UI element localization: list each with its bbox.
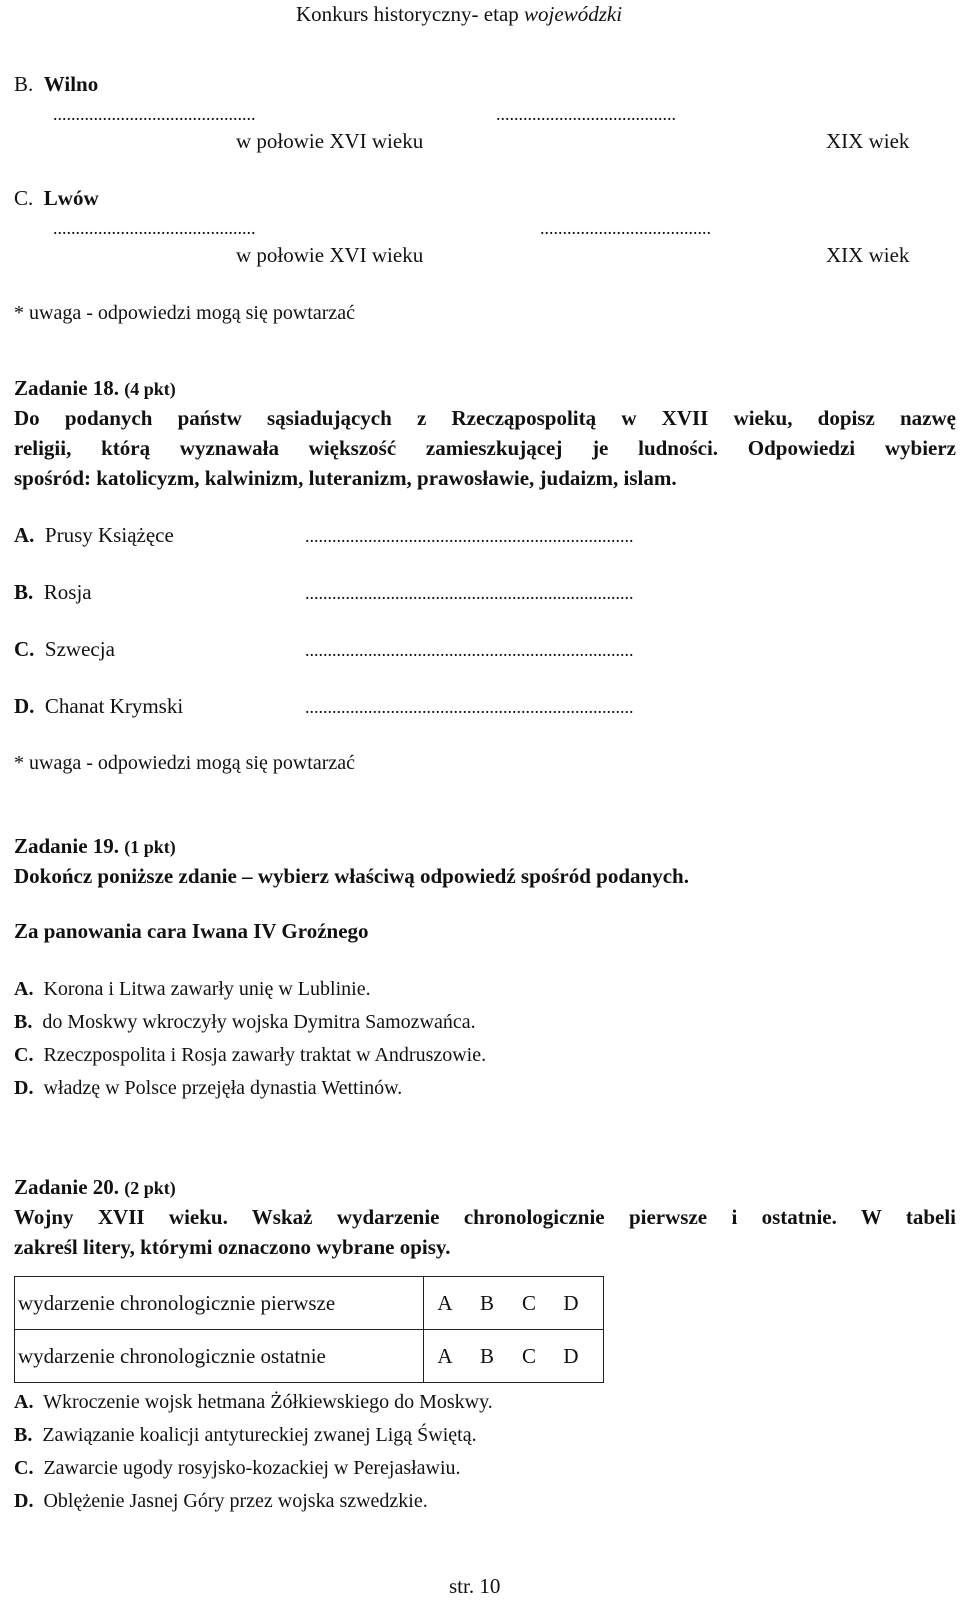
prev-item-c-letter: C. — [14, 186, 34, 210]
list-item — [14, 637, 115, 662]
answer-option[interactable] — [14, 978, 371, 1001]
letter-choice[interactable]: C — [521, 1290, 536, 1315]
table-row — [15, 1277, 604, 1330]
item-letter: D. — [14, 694, 35, 718]
task-instruction: Dokończ poniższe zdanie – wybierz właściwą odpowiedź spośród podanych. — [14, 864, 689, 888]
task-20-heading — [14, 1175, 176, 1200]
item-letter: B. — [14, 580, 34, 604]
task-points: (4 pkt) — [124, 379, 176, 399]
answer-blank[interactable]: ......................................................................... — [305, 526, 634, 546]
answer-blank-left[interactable]: ............................................. — [53, 104, 256, 124]
page-number: str. 10 — [449, 1574, 501, 1598]
header-title: Konkurs historyczny- etap — [296, 2, 525, 26]
note: * uwaga - odpowiedzi mogą się powtarzać — [14, 752, 355, 774]
item-text: Wkroczenie wojsk hetmana Żółkiewskiego do Moskwy. — [43, 1391, 493, 1413]
answer-blank-right[interactable]: ........................................ — [496, 104, 676, 124]
item-letter: C. — [14, 637, 35, 661]
option-letter: A. — [14, 978, 34, 1000]
list-item — [14, 694, 183, 719]
letter-choices — [424, 1277, 604, 1330]
option-letter: B. — [14, 1011, 33, 1033]
letter-choice[interactable]: A — [437, 1343, 453, 1368]
task-points: (2 pkt) — [124, 1178, 176, 1198]
list-item — [14, 1424, 477, 1447]
item-letter: C. — [14, 1457, 34, 1479]
prev-item-c — [14, 186, 99, 211]
option-text: Korona i Litwa zawarły unię w Lublinie. — [43, 978, 371, 1000]
task-title: Zadanie 20. — [14, 1175, 120, 1199]
item-label: Rosja — [43, 580, 92, 604]
table-row — [15, 1330, 604, 1383]
answer-blank[interactable]: ......................................................................... — [305, 640, 634, 660]
prev-item-b-city: Wilno — [43, 72, 99, 96]
list-item — [14, 580, 92, 605]
letter-choice[interactable]: C — [521, 1343, 536, 1368]
letter-choice[interactable]: B — [479, 1290, 494, 1315]
header-title-italic: wojewódzki — [524, 2, 623, 26]
option-text: Rzeczpospolita i Rosja zawarły traktat w Andruszowie. — [43, 1044, 487, 1066]
note: * uwaga - odpowiedzi mogą się powtarzać — [14, 302, 355, 324]
task-title: Zadanie 19. — [14, 834, 120, 858]
period-label-left: w połowie XVI wieku — [236, 243, 424, 267]
list-item — [14, 1490, 428, 1513]
list-item — [14, 1391, 493, 1414]
period-label-right: XIX wiek — [826, 129, 910, 153]
answer-blank[interactable]: ......................................................................... — [305, 583, 634, 603]
option-text: władzę w Polsce przejęła dynastia Wettinów. — [43, 1077, 403, 1099]
task-title: Zadanie 18. — [14, 376, 120, 400]
task-instruction-line: spośród: katolicyzm, kalwinizm, luteranizm, prawosławie, judaizm, islam. — [14, 466, 677, 490]
item-letter: D. — [14, 1490, 34, 1512]
list-item — [14, 1457, 461, 1480]
letter-choice[interactable]: B — [479, 1343, 494, 1368]
task-instruction-line: zakreśl litery, którymi oznaczono wybrane opisy. — [14, 1235, 451, 1259]
item-letter: A. — [14, 523, 35, 547]
item-text: Oblężenie Jasnej Góry przez wojska szwedzkie. — [43, 1490, 428, 1512]
item-text: Zawiązanie koalicji antytureckiej zwanej Ligą Świętą. — [42, 1424, 477, 1446]
task-points: (1 pkt) — [124, 837, 176, 857]
task-instruction-line: religii, którą wyznawała większość zamieszkującej je ludności. Odpowiedzi wybierz — [14, 436, 956, 460]
task-instruction-line: Wojny XVII wieku. Wskaż wydarzenie chronologicznie pierwsze i ostatnie. W tabeli — [14, 1205, 956, 1229]
task-18-heading — [14, 376, 176, 401]
letter-choice[interactable]: D — [563, 1343, 579, 1368]
option-text: do Moskwy wkroczyły wojska Dymitra Samozwańca. — [42, 1011, 476, 1033]
task-19-heading — [14, 834, 176, 859]
item-label: Prusy Książęce — [44, 523, 174, 547]
item-text: Zawarcie ugody rosyjsko-kozackiej w Perejasławiu. — [43, 1457, 461, 1479]
period-label-right: XIX wiek — [826, 243, 910, 267]
letter-choice[interactable]: A — [437, 1290, 453, 1315]
answer-option[interactable] — [14, 1077, 402, 1100]
option-letter: C. — [14, 1044, 34, 1066]
answer-option[interactable] — [14, 1011, 476, 1034]
letter-choices — [424, 1330, 604, 1383]
answer-blank[interactable]: ......................................................................... — [305, 697, 634, 717]
answer-blank-left[interactable]: ............................................. — [53, 218, 256, 238]
item-label: Chanat Krymski — [44, 694, 184, 718]
table-row-label: wydarzenie chronologicznie pierwsze — [15, 1277, 424, 1330]
period-label-left: w połowie XVI wieku — [236, 129, 424, 153]
table-row-label: wydarzenie chronologicznie ostatnie — [15, 1330, 424, 1383]
page-header — [296, 2, 622, 27]
question-stem: Za panowania cara Iwana IV Groźnego — [14, 919, 369, 943]
item-letter: A. — [14, 1391, 34, 1413]
letter-choice[interactable]: D — [563, 1290, 579, 1315]
list-item — [14, 523, 174, 548]
task-instruction-line: Do podanych państw sąsiadujących z Rzecząpospolitą w XVII wieku, dopisz nazwę — [14, 406, 956, 430]
prev-item-c-city: Lwów — [43, 186, 99, 210]
item-letter: B. — [14, 1424, 33, 1446]
prev-item-b — [14, 72, 98, 97]
option-letter: D. — [14, 1077, 34, 1099]
answer-blank-right[interactable]: ...................................... — [540, 218, 711, 238]
prev-item-b-letter: B. — [14, 72, 34, 96]
answer-option[interactable] — [14, 1044, 486, 1067]
answer-table — [14, 1276, 604, 1383]
item-label: Szwecja — [44, 637, 115, 661]
